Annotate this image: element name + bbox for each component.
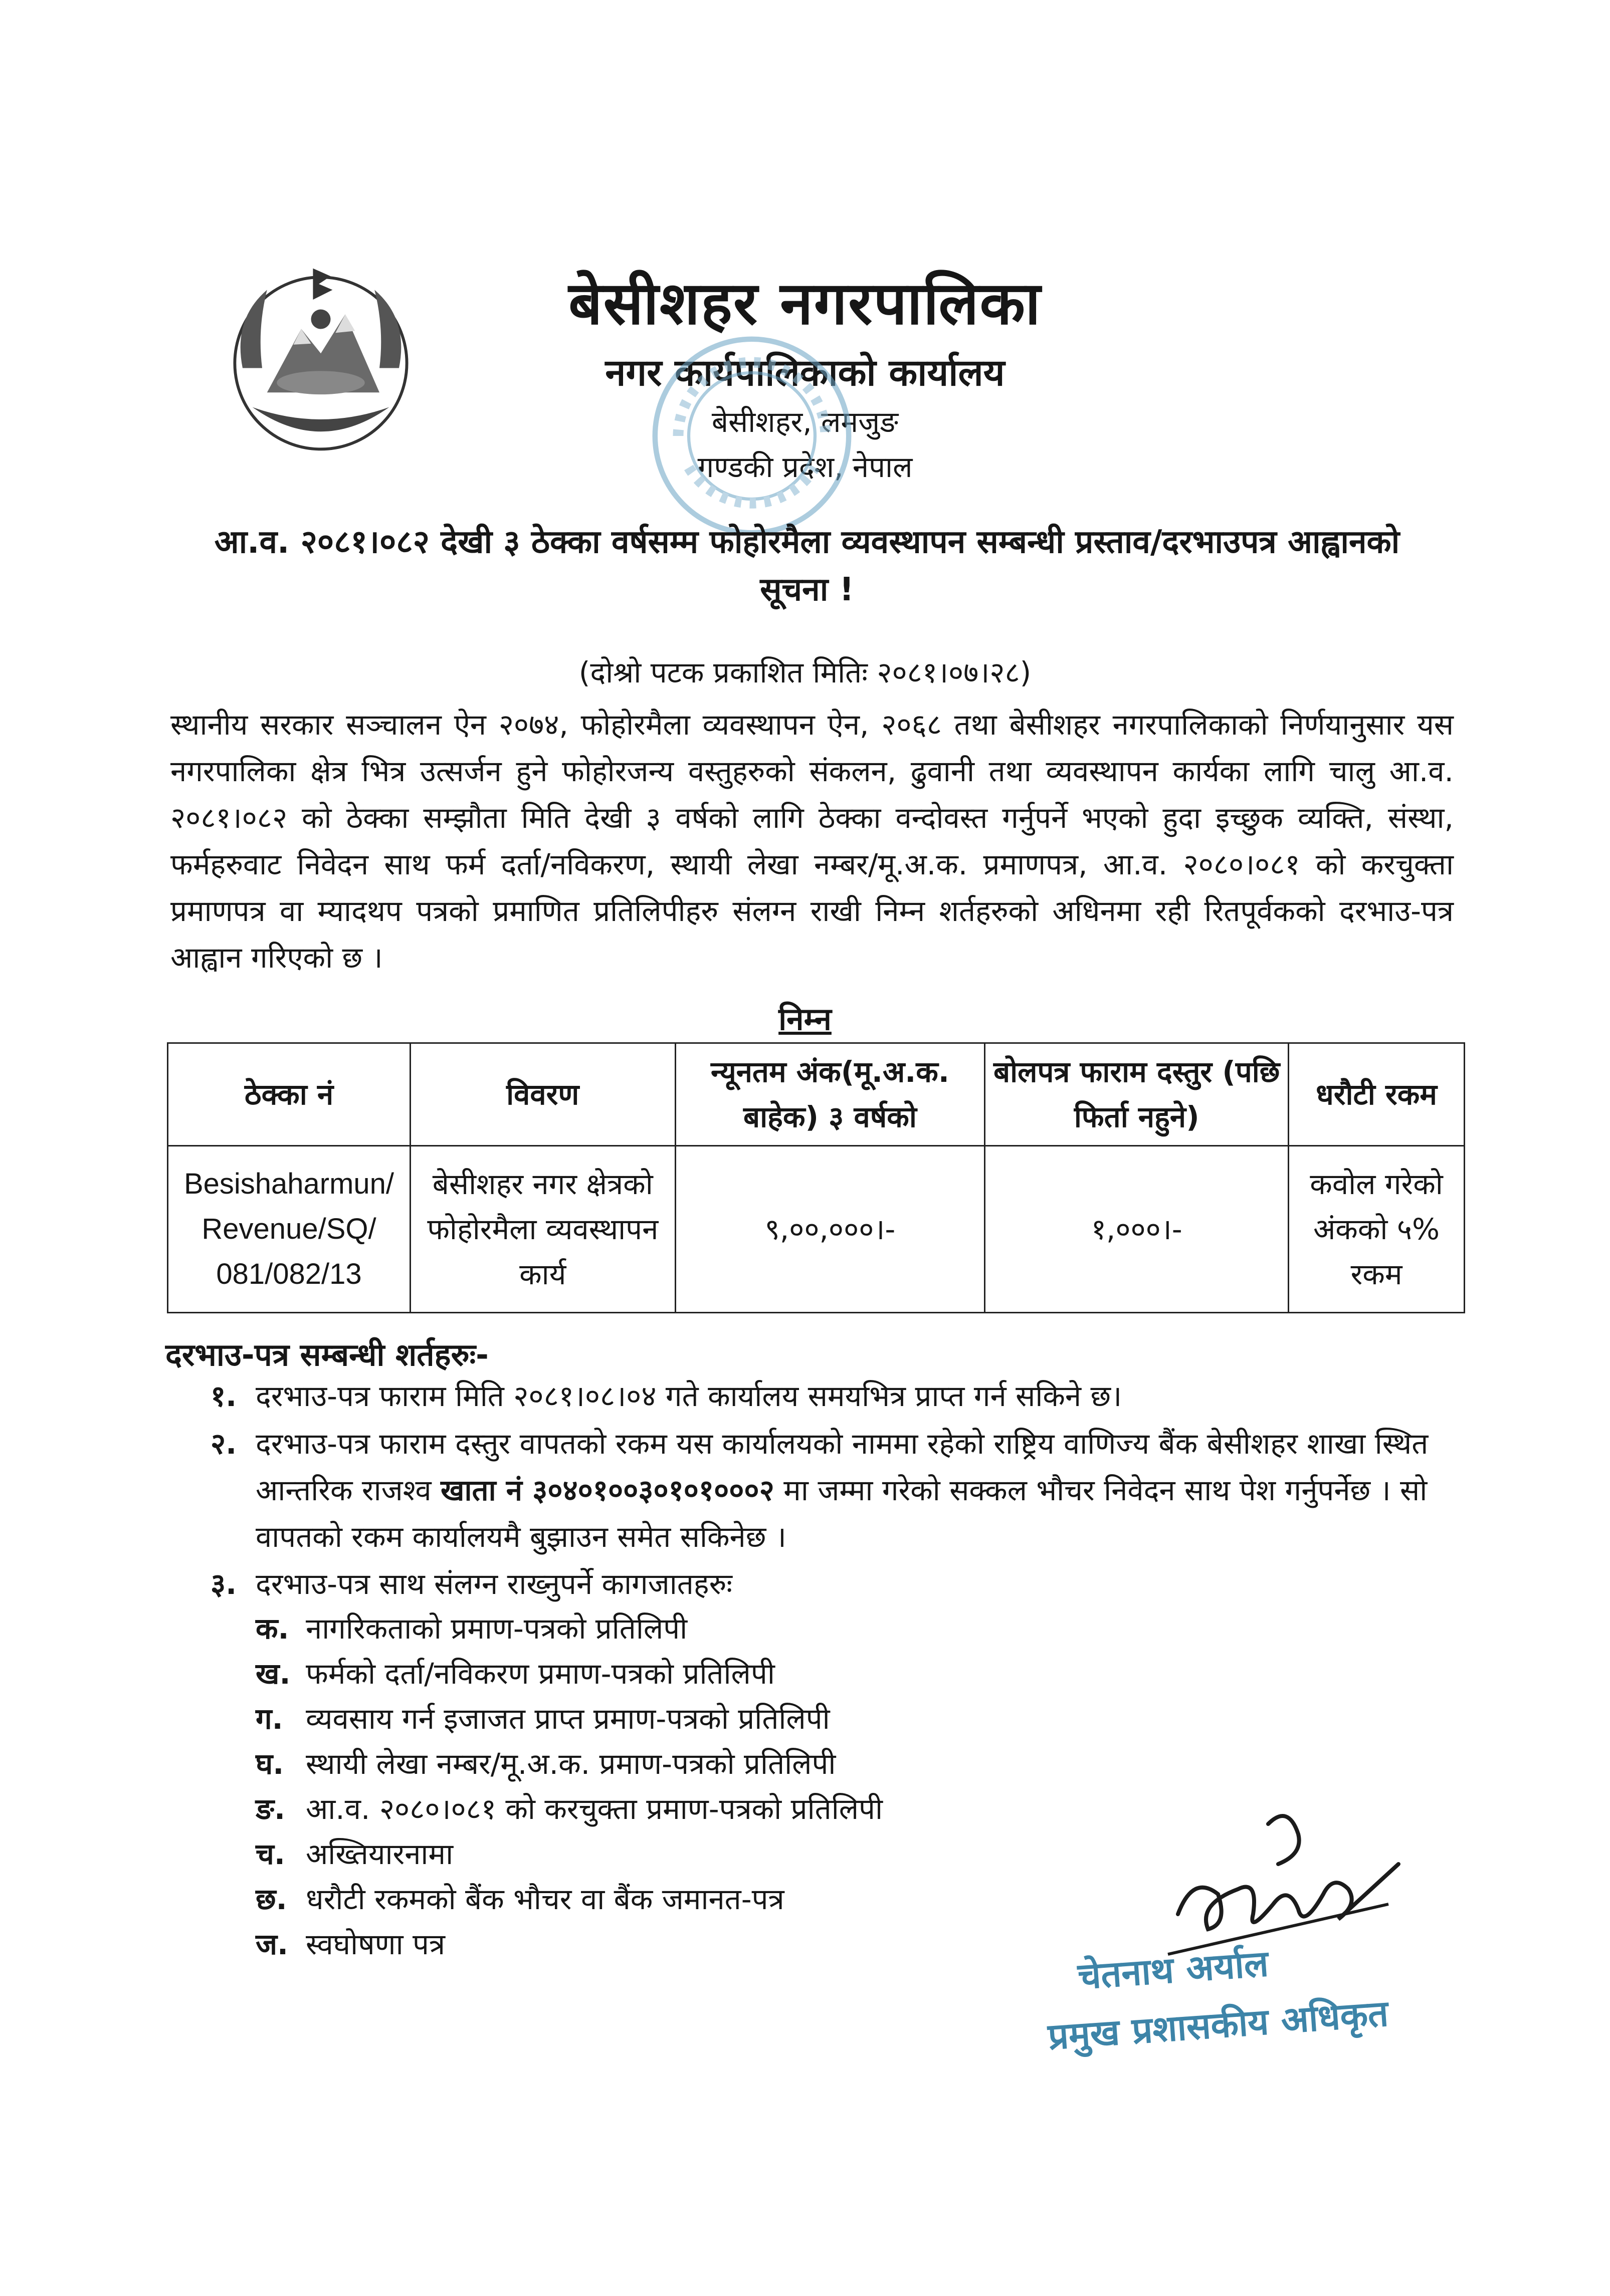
document-item — [256, 1741, 836, 1786]
notice-heading: आ.व. २०८१।०८२ देखी ३ ठेक्का वर्षसम्म फोहोरमैला व्यवस्थापन सम्बन्धी प्रस्ताव/दरभाउपत्र आह्वानको सूचना ! — [214, 524, 1400, 608]
cell-contract-no: Besishaharmun/ Revenue/SQ/ 081/082/13 — [168, 1146, 411, 1313]
document-item — [256, 1696, 830, 1741]
document-letter: ङ. — [256, 1792, 285, 1826]
document-text: व्यवसाय गर्न इजाजत प्राप्त प्रमाण-पत्रको प्रतिलिपी — [306, 1702, 830, 1736]
document-text: धरौटी रकमको बैंक भौचर वा बैंक जमानत-पत्र — [306, 1882, 784, 1916]
address-province: गण्डकी प्रदेश, नेपाल — [697, 450, 913, 484]
document-item — [256, 1877, 784, 1922]
cell-description: बेसीशहर नगर क्षेत्रको फोहोरमैला व्यवस्थापन कार्य — [411, 1146, 675, 1313]
document-letter: घ. — [256, 1747, 284, 1781]
term-item — [211, 1373, 1464, 1420]
term-text-part: मा जम्मा गरेको सक्कल भौचर निवेदन साथ पेश गर्नुपर्नेछ । सो वापतको रकम कार्यालयमै बुझाउन समेत सकिनेछ । — [256, 1473, 1428, 1554]
document-text: अख्तियारनामा — [306, 1837, 454, 1871]
notice-body: स्थानीय सरकार सञ्चालन ऐन २०७४, फोहोरमैला व्यवस्थापन ऐन, २०६८ तथा बेसीशहर नगरपालिकाको निर्णयानुसार यस नगरपालिका क्षेत्र भित्र उत्सर्जन हुने फोहोरजन्य वस्तुहरुको संकलन, ढुवानी तथा व्यवस्थापन कार्यका लागि चालु आ.व. २०८१।०८२ को ठेक्का सम्झौता मिति देखी ३ वर्षको लागि ठेक्का वन्दोवस्त गर्नुपर्ने भएको हुदा इच्छुक व्यक्ति, संस्था, फर्महरुवाट निवेदन साथ फर्म दर्ता/नविकरण, स्थायी लेखा नम्बर/मू.अ.क. प्रमाणपत्र, आ.व. २०८०।०८१ को करचुक्ता प्रमाणपत्र वा म्यादथप पत्रको प्रमाणित प्रतिलिपीहरु संलग्न राखी निम्न शर्तहरुको अधिनमा रही रितपूर्वकको दरभाउ-पत्र आह्वान गरिएको छ । — [170, 708, 1454, 975]
document-item — [256, 1922, 445, 1967]
document-item — [256, 1606, 687, 1651]
col-header-minimum-amount: न्यूनतम अंक(मू.अ.क. बाहेक) ३ वर्षको — [675, 1043, 985, 1146]
document-text: स्थायी लेखा नम्बर/मू.अ.क. प्रमाण-पत्रको प्रतिलिपी — [306, 1747, 836, 1781]
bid-table — [167, 1042, 1465, 1313]
document-item — [256, 1651, 775, 1696]
term-number: २. — [211, 1427, 237, 1461]
document-text: फर्मको दर्ता/नविकरण प्रमाण-पत्रको प्रतिलिपी — [306, 1657, 775, 1691]
table-header-row — [168, 1043, 1465, 1146]
cell-deposit: कवोल गरेको अंकको ५% रकम — [1289, 1146, 1465, 1313]
office-round-stamp-icon — [647, 331, 857, 541]
col-header-description: विवरण — [411, 1043, 675, 1146]
cell-form-fee: १,०००।- — [985, 1146, 1289, 1313]
term-number: १. — [211, 1379, 237, 1413]
second-publication-date: (दोश्रो पटक प्रकाशित मितिः २०८१।०७।२८) — [578, 655, 1032, 690]
office-name: नगर कार्यपालिकाको कार्यालय — [605, 351, 1005, 394]
document-text: स्वघोषणा पत्र — [306, 1927, 445, 1961]
col-header-deposit: धरौटी रकम — [1289, 1043, 1465, 1146]
municipality-name: बेसीशहर नगरपालिका — [568, 269, 1042, 338]
col-header-contract-no: ठेक्का नं — [168, 1043, 411, 1146]
document-letter: छ. — [256, 1882, 287, 1916]
term-text: दरभाउ-पत्र साथ संलग्न राख्नुपर्ने कागजातहरुः — [256, 1567, 732, 1601]
address-district: बेसीशहर, लमजुङ — [711, 405, 899, 439]
document-letter: ख. — [256, 1657, 291, 1691]
document-letter: ज. — [256, 1927, 289, 1961]
term-text-part: दरभाउ-पत्र फाराम दस्तुर वापतको रकम यस कार्यालयको नाममा रहेको राष्ट्रिय वाणिज्य बैंक बेसीशहर शाखा स्थित आन्तरिक राजश्व — [256, 1427, 1429, 1507]
document-letter: च. — [256, 1837, 285, 1871]
term-number: ३. — [211, 1567, 237, 1601]
table-caption: निम्न — [778, 1001, 832, 1037]
terms-heading: दरभाउ-पत्र सम्बन्धी शर्तहरुः- — [165, 1336, 489, 1373]
term-item — [211, 1421, 1464, 1560]
term-item — [211, 1561, 1464, 1608]
signatory-name: चेतनाथ अर्याल — [1076, 1942, 1270, 1998]
signatory-title: प्रमुख प्रशासकीय अधिकृत — [1047, 1992, 1390, 2058]
document-letter: क. — [256, 1612, 289, 1646]
term-text: दरभाउ-पत्र फाराम मिति २०८१।०८।०४ गते कार्यालय समयभित्र प्राप्त गर्न सकिने छ। — [256, 1379, 1122, 1413]
col-header-form-fee: बोलपत्र फाराम दस्तुर (पछि फिर्ता नहुने) — [985, 1043, 1289, 1146]
document-text: आ.व. २०८०।०८१ को करचुक्ता प्रमाण-पत्रको प्रतिलिपी — [306, 1792, 883, 1826]
document-item — [256, 1831, 453, 1877]
cell-minimum-amount: ९,००,०००।- — [675, 1146, 985, 1313]
document-letter: ग. — [256, 1702, 283, 1736]
term-text — [256, 1421, 1464, 1560]
table-row — [168, 1146, 1465, 1313]
bank-account-number: खाता नं ३०४०१००३०१०१०००२ — [441, 1473, 774, 1507]
document-item — [256, 1786, 883, 1831]
document-text: नागरिकताको प्रमाण-पत्रको प्रतिलिपी — [306, 1612, 688, 1646]
